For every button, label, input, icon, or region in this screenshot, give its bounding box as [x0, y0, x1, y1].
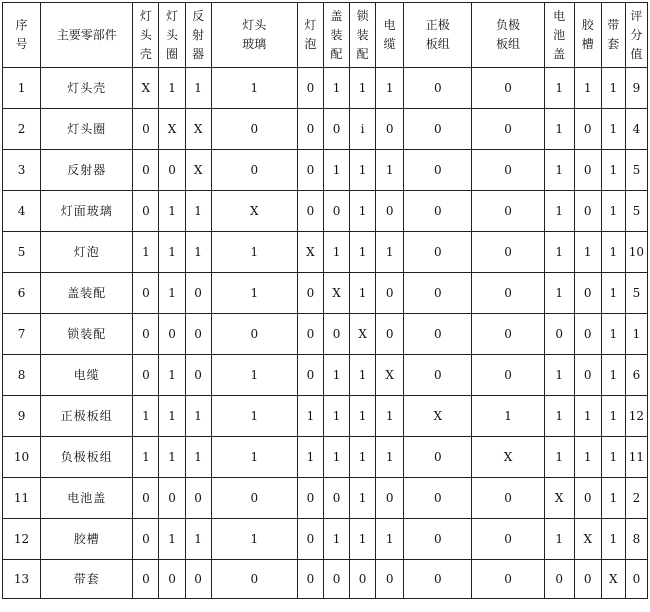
matrix-cell: 0	[133, 519, 159, 560]
row-index: 1	[3, 68, 41, 109]
header-col-4-line-1: 灯头	[242, 18, 267, 32]
header-col-7-line-2: 装	[356, 27, 369, 42]
matrix-cell: 0	[472, 191, 544, 232]
matrix-cell: 1	[133, 232, 159, 273]
header-col-8	[376, 3, 404, 68]
row-index: 7	[3, 314, 41, 355]
matrix-cell: 0	[376, 191, 404, 232]
matrix-cell: 1	[211, 396, 297, 437]
table-row	[3, 109, 648, 150]
matrix-cell: 1	[544, 437, 574, 478]
cross-mark-cell: X	[323, 273, 349, 314]
header-col-10-line-2: 板组	[496, 37, 521, 51]
matrix-cell: 1	[544, 109, 574, 150]
table-row	[3, 68, 648, 109]
header-col-6-line-1: 盖	[330, 8, 343, 23]
header-col-9	[404, 3, 472, 68]
table-row	[3, 314, 648, 355]
matrix-cell: 0	[574, 191, 601, 232]
matrix-cell: 1	[159, 68, 185, 109]
header-col-9-line-2: 板组	[425, 37, 450, 51]
row-index: 5	[3, 232, 41, 273]
matrix-cell: 1	[185, 68, 211, 109]
matrix-cell: 1	[323, 68, 349, 109]
matrix-cell: 0	[404, 314, 472, 355]
matrix-cell: 1	[544, 355, 574, 396]
matrix-cell: 1	[133, 437, 159, 478]
matrix-cell: 1	[159, 355, 185, 396]
matrix-cell: 1	[544, 150, 574, 191]
row-index: 9	[3, 396, 41, 437]
table-row	[3, 478, 648, 519]
matrix-cell: 0	[297, 150, 323, 191]
header-col-2-line-3: 圈	[166, 46, 179, 61]
matrix-cell: 0	[404, 273, 472, 314]
matrix-cell: 1	[601, 109, 625, 150]
header-col-2-line-1: 灯	[166, 8, 179, 23]
row-part-name: 正极板组	[41, 396, 133, 437]
matrix-cell: 1	[159, 273, 185, 314]
matrix-cell: 0	[323, 314, 349, 355]
header-score	[625, 3, 647, 68]
header-col-5	[297, 3, 323, 68]
row-part-name: 胶槽	[41, 519, 133, 560]
matrix-cell: 1	[159, 519, 185, 560]
row-score: 2	[625, 478, 647, 519]
cross-mark-cell: X	[404, 396, 472, 437]
cross-mark-cell: X	[472, 437, 544, 478]
matrix-cell: 0	[133, 191, 159, 232]
matrix-cell: 0	[211, 560, 297, 599]
matrix-cell: 1	[376, 519, 404, 560]
header-col-5-line-2: 泡	[304, 37, 317, 51]
matrix-cell: 1	[472, 396, 544, 437]
cross-mark-cell: X	[376, 355, 404, 396]
matrix-cell: 1	[323, 150, 349, 191]
cross-mark-cell: X	[574, 519, 601, 560]
header-col-10-line-1: 负极	[496, 18, 521, 32]
matrix-cell: 1	[159, 396, 185, 437]
header-col-3-line-2: 射	[192, 27, 205, 42]
header-col-4	[211, 3, 297, 68]
header-score-line-1: 评	[630, 8, 643, 23]
row-score: 0	[625, 560, 647, 599]
cross-mark-cell: X	[185, 109, 211, 150]
matrix-cell: 1	[350, 478, 376, 519]
matrix-cell: 0	[297, 68, 323, 109]
row-part-name: 电缆	[41, 355, 133, 396]
matrix-cell: 0	[472, 232, 544, 273]
table-row	[3, 355, 648, 396]
matrix-cell: 0	[404, 437, 472, 478]
matrix-cell: 0	[297, 519, 323, 560]
row-score: 12	[625, 396, 647, 437]
matrix-cell: 0	[133, 355, 159, 396]
matrix-cell: 0	[133, 314, 159, 355]
matrix-cell: 1	[185, 232, 211, 273]
header-col-12-line-2: 槽	[581, 37, 594, 51]
matrix-cell: 1	[544, 191, 574, 232]
matrix-cell: i	[350, 109, 376, 150]
matrix-cell: 1	[211, 519, 297, 560]
matrix-cell: 1	[350, 437, 376, 478]
row-score: 5	[625, 191, 647, 232]
row-part-name: 灯头壳	[41, 68, 133, 109]
header-col-1-line-2: 头	[139, 27, 152, 42]
matrix-cell: 0	[297, 273, 323, 314]
matrix-cell: 1	[376, 396, 404, 437]
matrix-cell: 1	[323, 437, 349, 478]
row-part-name: 锁装配	[41, 314, 133, 355]
matrix-cell: 1	[601, 273, 625, 314]
matrix-cell: 0	[404, 355, 472, 396]
table-row	[3, 191, 648, 232]
row-part-name: 灯头圈	[41, 109, 133, 150]
matrix-cell: 1	[350, 519, 376, 560]
matrix-cell: 1	[601, 355, 625, 396]
header-col-8-line-1: 电	[383, 18, 396, 32]
row-score: 5	[625, 273, 647, 314]
header-col-6-line-2: 装	[330, 27, 343, 42]
table-body	[3, 68, 648, 599]
matrix-cell: 1	[350, 68, 376, 109]
matrix-cell: 1	[601, 68, 625, 109]
matrix-cell: 1	[211, 273, 297, 314]
matrix-cell: 1	[297, 437, 323, 478]
row-score: 11	[625, 437, 647, 478]
matrix-cell: 1	[185, 437, 211, 478]
matrix-cell: 0	[574, 314, 601, 355]
matrix-cell: 0	[376, 109, 404, 150]
matrix-cell: 1	[350, 150, 376, 191]
row-index: 4	[3, 191, 41, 232]
matrix-cell: 1	[297, 396, 323, 437]
header-score-line-3: 值	[630, 46, 643, 61]
matrix-cell: 1	[185, 519, 211, 560]
matrix-cell: 0	[159, 478, 185, 519]
matrix-cell: 1	[323, 519, 349, 560]
matrix-cell: 0	[376, 560, 404, 599]
matrix-cell: 0	[159, 150, 185, 191]
header-col-11-line-2: 池	[553, 27, 566, 42]
matrix-cell: 0	[133, 273, 159, 314]
matrix-cell: 0	[472, 560, 544, 599]
matrix-cell: 0	[350, 560, 376, 599]
row-index: 6	[3, 273, 41, 314]
cross-mark-cell: X	[211, 191, 297, 232]
matrix-cell: 1	[323, 396, 349, 437]
matrix-cell: 0	[574, 273, 601, 314]
row-score: 9	[625, 68, 647, 109]
matrix-cell: 1	[544, 232, 574, 273]
matrix-cell: 0	[185, 273, 211, 314]
header-col-4-line-2: 玻璃	[242, 37, 267, 51]
cross-mark-cell: X	[350, 314, 376, 355]
matrix-cell: 1	[350, 273, 376, 314]
row-part-name: 反射器	[41, 150, 133, 191]
matrix-cell: 0	[297, 109, 323, 150]
matrix-cell: 0	[472, 519, 544, 560]
header-col-12-line-1: 胶	[581, 18, 594, 32]
row-index: 11	[3, 478, 41, 519]
matrix-cell: 1	[350, 396, 376, 437]
header-col-1-line-3: 壳	[139, 46, 152, 61]
matrix-cell: 0	[133, 560, 159, 599]
matrix-cell: 0	[323, 109, 349, 150]
matrix-cell: 0	[574, 560, 601, 599]
matrix-cell: 0	[574, 109, 601, 150]
matrix-cell: 1	[211, 232, 297, 273]
table-row	[3, 560, 648, 599]
matrix-cell: 0	[404, 560, 472, 599]
cross-mark-cell: X	[601, 560, 625, 599]
header-col-11	[544, 3, 574, 68]
row-score: 5	[625, 150, 647, 191]
matrix-cell: 1	[601, 232, 625, 273]
table-row	[3, 273, 648, 314]
matrix-cell: 1	[601, 396, 625, 437]
matrix-cell: 1	[350, 232, 376, 273]
matrix-cell: 1	[159, 437, 185, 478]
row-part-name: 带套	[41, 560, 133, 599]
matrix-cell: 0	[404, 109, 472, 150]
row-score: 6	[625, 355, 647, 396]
header-col-2-line-2: 头	[166, 27, 179, 42]
matrix-cell: 1	[185, 191, 211, 232]
matrix-cell: 0	[404, 150, 472, 191]
matrix-cell: 1	[601, 191, 625, 232]
matrix-cell: 0	[297, 560, 323, 599]
matrix-cell: 0	[574, 355, 601, 396]
matrix-cell: 0	[574, 150, 601, 191]
matrix-cell: 0	[404, 68, 472, 109]
header-col-2	[159, 3, 185, 68]
matrix-cell: 1	[544, 519, 574, 560]
matrix-cell: 1	[350, 355, 376, 396]
header-col-3	[185, 3, 211, 68]
header-col-5-line-1: 灯	[304, 18, 317, 32]
header-index-line-1: 序	[15, 18, 28, 32]
cross-mark-cell: X	[133, 68, 159, 109]
header-col-11-line-1: 电	[553, 8, 566, 23]
matrix-cell: 0	[472, 355, 544, 396]
matrix-cell: 0	[544, 314, 574, 355]
matrix-cell: 1	[574, 68, 601, 109]
matrix-cell: 0	[133, 150, 159, 191]
matrix-cell: 0	[376, 273, 404, 314]
table-row	[3, 150, 648, 191]
matrix-cell: 0	[185, 314, 211, 355]
matrix-cell: 1	[376, 68, 404, 109]
header-col-3-line-3: 器	[192, 46, 205, 61]
matrix-cell: 1	[376, 437, 404, 478]
matrix-cell: 0	[133, 109, 159, 150]
matrix-cell: 1	[133, 396, 159, 437]
matrix-cell: 0	[472, 314, 544, 355]
header-col-7-line-3: 配	[356, 46, 369, 61]
matrix-cell: 0	[472, 273, 544, 314]
matrix-cell: 1	[601, 150, 625, 191]
row-index: 13	[3, 560, 41, 599]
matrix-cell: 0	[185, 478, 211, 519]
table-row	[3, 437, 648, 478]
header-col-13-line-2: 套	[607, 37, 620, 51]
matrix-cell: 0	[211, 314, 297, 355]
matrix-cell: 1	[211, 355, 297, 396]
header-score-line-2: 分	[630, 27, 643, 42]
matrix-cell: 1	[574, 232, 601, 273]
matrix-cell: 1	[601, 519, 625, 560]
matrix-cell: 1	[376, 232, 404, 273]
row-score: 4	[625, 109, 647, 150]
header-part: 主要零部件	[41, 3, 133, 68]
matrix-cell: 0	[376, 314, 404, 355]
cross-mark-cell: X	[185, 150, 211, 191]
header-col-6	[323, 3, 349, 68]
matrix-cell: 1	[159, 191, 185, 232]
matrix-cell: 1	[350, 191, 376, 232]
matrix-cell: 0	[323, 478, 349, 519]
header-index-line-2: 号	[15, 37, 28, 51]
matrix-cell: 0	[323, 560, 349, 599]
matrix-cell: 1	[376, 150, 404, 191]
matrix-cell: 1	[544, 68, 574, 109]
matrix-cell: 0	[159, 314, 185, 355]
row-part-name: 盖装配	[41, 273, 133, 314]
header-col-11-line-3: 盖	[553, 46, 566, 61]
table-row	[3, 232, 648, 273]
cross-mark-cell: X	[159, 109, 185, 150]
row-index: 3	[3, 150, 41, 191]
row-part-name: 灯泡	[41, 232, 133, 273]
header-col-13	[601, 3, 625, 68]
matrix-cell: 0	[185, 560, 211, 599]
matrix-cell: 1	[185, 396, 211, 437]
matrix-cell: 1	[544, 396, 574, 437]
header-col-1-line-1: 灯	[139, 8, 152, 23]
matrix-cell: 0	[472, 109, 544, 150]
cross-mark-cell: X	[544, 478, 574, 519]
header-col-1	[133, 3, 159, 68]
matrix-cell: 1	[601, 437, 625, 478]
header-col-12	[574, 3, 601, 68]
row-part-name: 电池盖	[41, 478, 133, 519]
row-score: 1	[625, 314, 647, 355]
table-row	[3, 396, 648, 437]
matrix-cell: 0	[211, 109, 297, 150]
matrix-cell: 1	[211, 437, 297, 478]
matrix-cell: 0	[211, 150, 297, 191]
matrix-cell: 0	[472, 150, 544, 191]
header-col-3-line-1: 反	[192, 8, 205, 23]
matrix-cell: 0	[185, 355, 211, 396]
matrix-cell: 1	[601, 478, 625, 519]
matrix-cell: 0	[404, 191, 472, 232]
matrix-cell: 0	[297, 478, 323, 519]
matrix-cell: 0	[404, 478, 472, 519]
matrix-cell: 1	[601, 314, 625, 355]
matrix-cell: 0	[574, 478, 601, 519]
matrix-cell: 1	[211, 68, 297, 109]
matrix-cell: 0	[159, 560, 185, 599]
row-index: 8	[3, 355, 41, 396]
matrix-cell: 0	[297, 355, 323, 396]
scoring-matrix-table	[2, 2, 648, 599]
matrix-cell: 0	[211, 478, 297, 519]
header-col-6-line-3: 配	[330, 46, 343, 61]
matrix-cell: 1	[544, 273, 574, 314]
matrix-cell: 0	[297, 191, 323, 232]
header-col-7-line-1: 锁	[356, 8, 369, 23]
matrix-cell: 0	[404, 232, 472, 273]
row-index: 12	[3, 519, 41, 560]
matrix-cell: 0	[297, 314, 323, 355]
matrix-cell: 0	[323, 191, 349, 232]
matrix-cell: 0	[376, 478, 404, 519]
row-part-name: 负极板组	[41, 437, 133, 478]
matrix-cell: 0	[472, 478, 544, 519]
row-part-name: 灯面玻璃	[41, 191, 133, 232]
matrix-cell: 1	[323, 355, 349, 396]
header-col-10	[472, 3, 544, 68]
header-col-9-line-1: 正极	[425, 18, 450, 32]
cross-mark-cell: X	[297, 232, 323, 273]
header-col-7	[350, 3, 376, 68]
matrix-cell: 1	[323, 232, 349, 273]
row-score: 10	[625, 232, 647, 273]
matrix-cell: 1	[574, 396, 601, 437]
header-col-8-line-2: 缆	[383, 37, 396, 51]
header-index	[3, 3, 41, 68]
header-row	[3, 3, 648, 68]
header-col-13-line-1: 带	[607, 18, 620, 32]
matrix-cell: 0	[544, 560, 574, 599]
row-score: 8	[625, 519, 647, 560]
matrix-cell: 1	[159, 232, 185, 273]
matrix-cell: 0	[133, 478, 159, 519]
matrix-cell: 1	[574, 437, 601, 478]
matrix-cell: 0	[404, 519, 472, 560]
table-row	[3, 519, 648, 560]
row-index: 2	[3, 109, 41, 150]
matrix-cell: 0	[472, 68, 544, 109]
row-index: 10	[3, 437, 41, 478]
